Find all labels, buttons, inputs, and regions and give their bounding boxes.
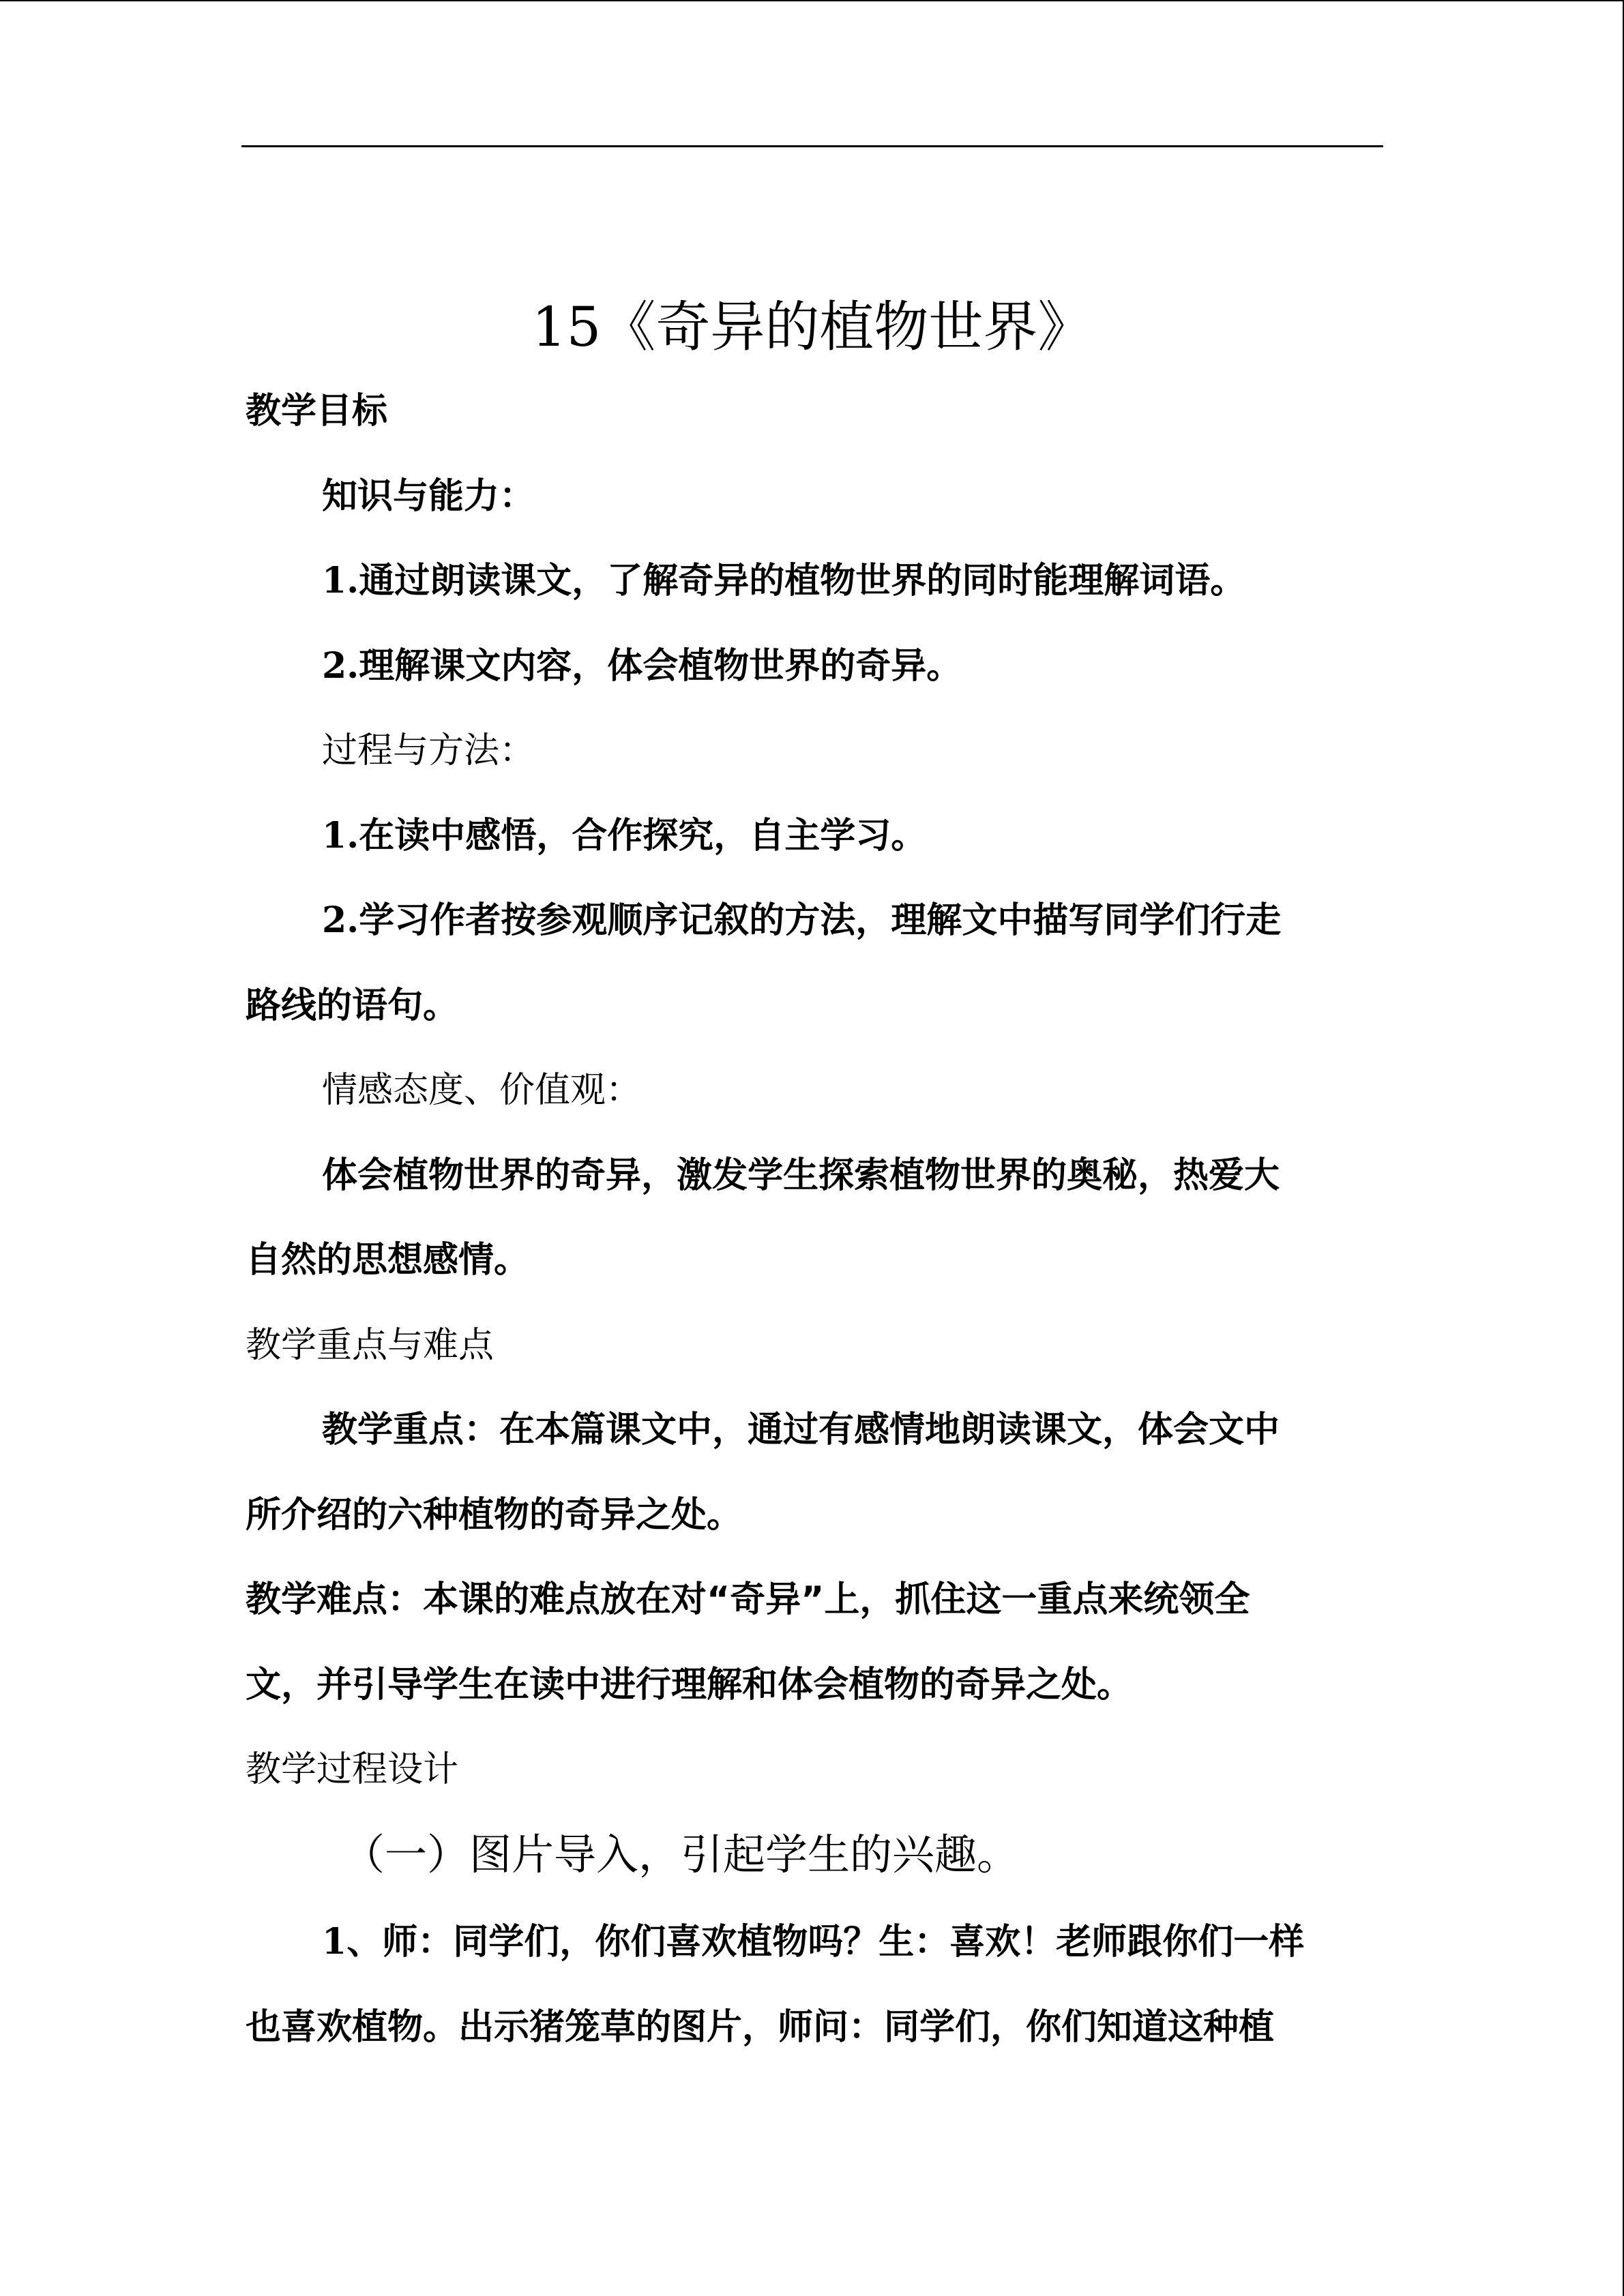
document-title: [0, 286, 1624, 368]
difficult-point-line-1: 教学难点：本课的难点放在对“奇异”上，抓住这一重点来统领全: [246, 1579, 1250, 1620]
process-item-2-continuation: 路线的语句。: [246, 985, 459, 1026]
knowledge-heading: 知识与能力：: [322, 476, 535, 517]
step-one-line-1: [322, 1915, 1304, 1969]
design-heading: 教学过程设计: [246, 1749, 459, 1790]
header-rule: [241, 145, 1383, 147]
item-number: 1.: [322, 815, 359, 856]
item-text: 、师：同学们，你们喜欢植物吗？生：喜欢！老师跟你们一样: [346, 1922, 1305, 1963]
step-one-heading: （一）图片导入，引起学生的兴趣。: [342, 1830, 1020, 1879]
item-text: 学习作者按参观顺序记叙的方法，理解文中描写同学们行走: [359, 900, 1282, 941]
item-text: 通过朗读课文，了解奇异的植物世界的同时能理解词语。: [359, 561, 1246, 601]
item-number: 1: [322, 1921, 347, 1963]
key-point-line-1: 教学重点：在本篇课文中，通过有感情地朗读课文，体会文中: [322, 1410, 1280, 1450]
difficult-point-line-2: 文，并引导学生在读中进行理解和体会植物的奇异之处。: [246, 1665, 1133, 1705]
item-number: 2.: [322, 645, 359, 687]
title-text: 《奇异的植物世界》: [601, 295, 1093, 359]
key-heading: 教学重点与难点: [246, 1325, 494, 1366]
emotion-text-line-2: 自然的思想感情。: [246, 1240, 530, 1281]
emotion-text-line-1: 体会植物世界的奇异，激发学生探索植物世界的奥秘，热爱大: [322, 1155, 1280, 1196]
knowledge-item-2: [322, 639, 962, 694]
item-text: 在读中感悟，合作探究，自主学习。: [359, 816, 927, 856]
process-item-2: [322, 893, 1281, 948]
step-one-line-2: 也喜欢植物。出示猪笼草的图片，师问：同学们，你们知道这种植: [246, 2007, 1275, 2048]
emotion-heading: 情感态度、价值观：: [322, 1070, 642, 1111]
objectives-heading: 教学目标: [246, 391, 388, 432]
knowledge-item-1: [322, 554, 1245, 608]
process-heading: 过程与方法：: [322, 730, 535, 771]
item-number: 2.: [322, 899, 359, 941]
process-item-1: [322, 809, 926, 863]
item-text: 理解课文内容，体会植物世界的奇异。: [359, 646, 962, 687]
key-point-line-2: 所介绍的六种植物的奇异之处。: [246, 1495, 743, 1536]
item-number: 1.: [322, 560, 359, 601]
title-number: 15: [531, 295, 602, 359]
